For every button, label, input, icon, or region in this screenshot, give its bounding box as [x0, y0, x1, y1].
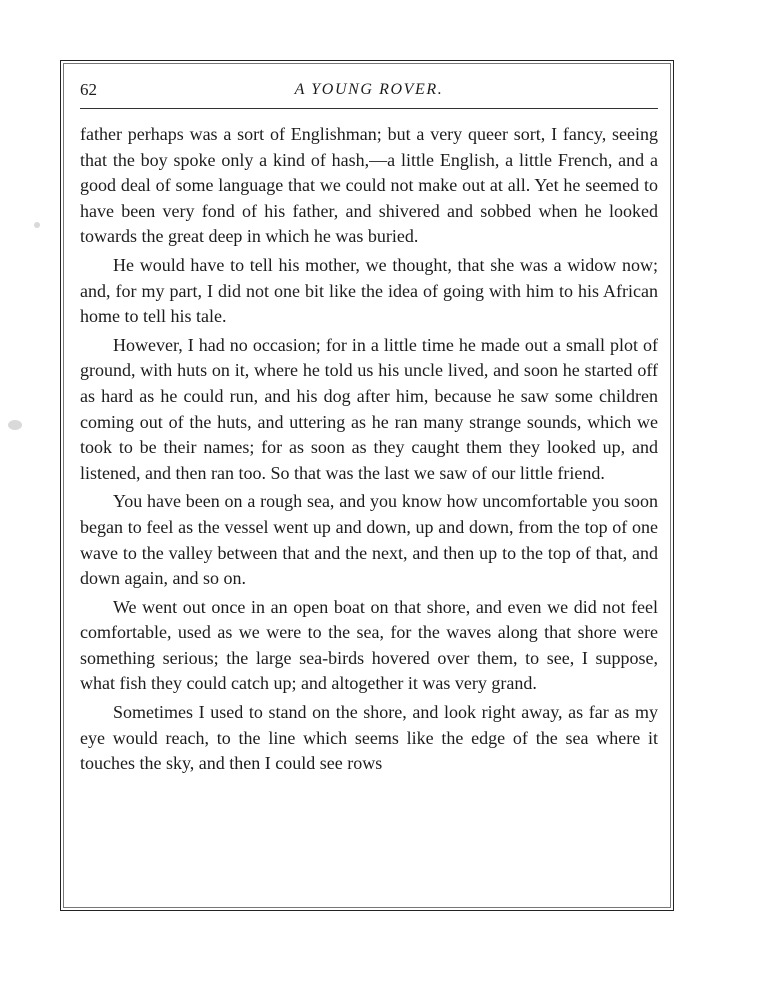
page-header — [80, 78, 658, 104]
paragraph-5: We went out once in an open boat on that shore, and even we did not feel comfortable, used as we were to the sea, for the waves along that shore were something serious; the large sea-birds hovered over them, to see, I suppose, what fish they could catch up; and altogether it was very grand. — [80, 596, 658, 694]
header-rule — [80, 108, 658, 109]
paragraph-2: He would have to tell his mother, we thought, that she was a widow now; and, for my part, I did not one bit like the idea of going with him to his African home to tell his tale. — [80, 254, 658, 327]
page-number: 62 — [80, 80, 97, 99]
scan-speck — [8, 420, 22, 430]
page-body — [80, 122, 658, 780]
paragraph-6: Sometimes I used to stand on the shore, and look right away, as far as my eye would reach, to the line which seems like the edge of the sea where it touches the sky, and then I could see rows — [80, 702, 658, 774]
scan-speck — [34, 222, 40, 228]
paragraph-1: father perhaps was a sort of Englishman; but a very queer sort, I fancy, seeing that the boy spoke only a kind of hash,—a little English, a little French, and a good deal of some language that we could not make out at all. Yet he seemed to have been very fond of his father, and shivered and sobbed when he looked towards the great deep in which he was buried. — [80, 124, 658, 247]
paragraph-4: You have been on a rough sea, and you know how uncomfortable you soon began to feel as the vessel went up and down, up and down, from the top of one wave to the valley between that and the next, and then up to the top of that, and down again, and so on. — [80, 491, 658, 589]
paragraph-3: However, I had no occasion; for in a little time he made out a small plot of ground, with huts on it, where he told us his uncle lived, and soon he started off as hard as he could run, and his dog after him, because he saw some children coming out of the huts, and uttering as he ran many strange sounds, which we took to be their names; for as soon as they caught them they looked up, and listened, and then ran too. So that was the last we saw of our little friend. — [80, 334, 658, 483]
running-title: A YOUNG ROVER. — [294, 81, 444, 98]
